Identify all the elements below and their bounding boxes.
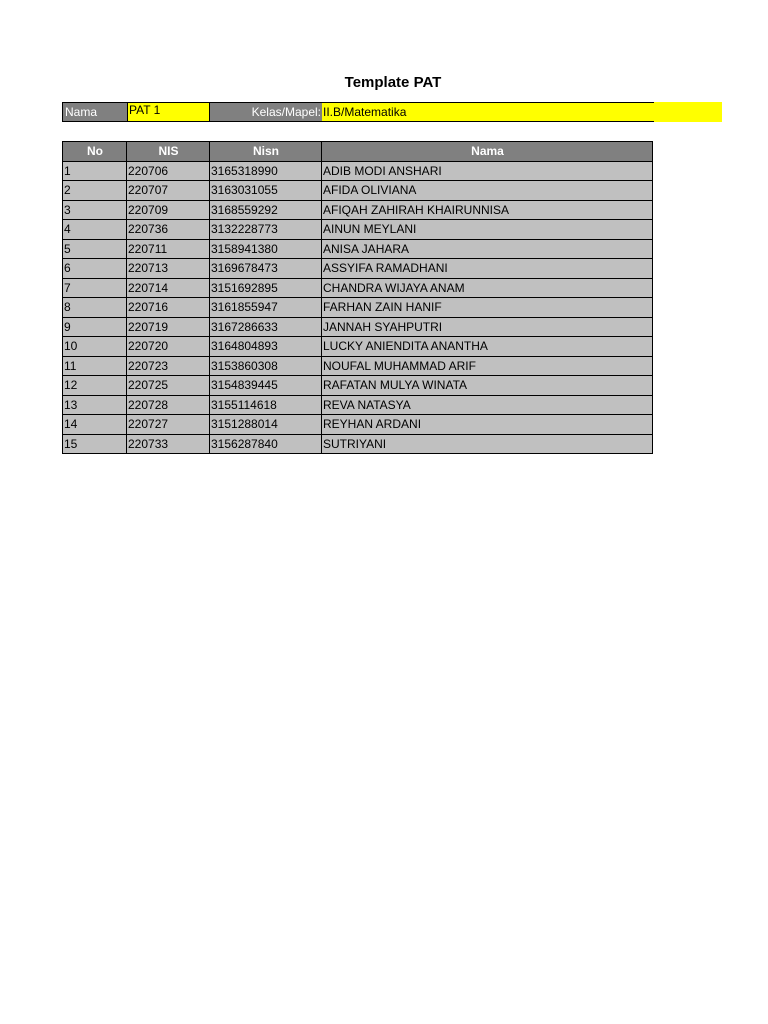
student-table	[62, 141, 653, 454]
table-row	[63, 239, 653, 259]
cell-nama[interactable]: ASSYIFA RAMADHANI	[322, 259, 653, 279]
cell-no[interactable]: 8	[63, 298, 127, 318]
cell-nis[interactable]: 220707	[127, 181, 210, 201]
cell-no[interactable]: 7	[63, 278, 127, 298]
cell-no[interactable]: 2	[63, 181, 127, 201]
nama-label: Nama	[62, 102, 127, 122]
cell-no[interactable]: 12	[63, 376, 127, 396]
cell-nama[interactable]: FARHAN ZAIN HANIF	[322, 298, 653, 318]
cell-nama[interactable]: AINUN MEYLANI	[322, 220, 653, 240]
cell-nis[interactable]: 220714	[127, 278, 210, 298]
cell-nama[interactable]: ADIB MODI ANSHARI	[322, 161, 653, 181]
page-title: Template PAT	[344, 74, 442, 91]
cell-nis[interactable]: 220713	[127, 259, 210, 279]
table-row	[63, 161, 653, 181]
cell-nama[interactable]: AFIQAH ZAHIRAH KHAIRUNNISA	[322, 200, 653, 220]
cell-nis[interactable]: 220711	[127, 239, 210, 259]
cell-nama[interactable]: SUTRIYANI	[322, 434, 653, 454]
cell-nisn[interactable]: 3151288014	[210, 415, 322, 435]
cell-nis[interactable]: 220720	[127, 337, 210, 357]
header-nisn: Nisn	[210, 142, 322, 162]
cell-nis[interactable]: 220736	[127, 220, 210, 240]
cell-no[interactable]: 11	[63, 356, 127, 376]
cell-no[interactable]: 14	[63, 415, 127, 435]
header-nis: NIS	[127, 142, 210, 162]
cell-nisn[interactable]: 3168559292	[210, 200, 322, 220]
cell-nisn[interactable]: 3154839445	[210, 376, 322, 396]
nama-value-cell[interactable]: PAT 1	[127, 102, 210, 122]
cell-nis[interactable]: 220719	[127, 317, 210, 337]
table-row	[63, 298, 653, 318]
cell-nis[interactable]: 220716	[127, 298, 210, 318]
cell-nama[interactable]: RAFATAN MULYA WINATA	[322, 376, 653, 396]
cell-nis[interactable]: 220709	[127, 200, 210, 220]
cell-no[interactable]: 15	[63, 434, 127, 454]
cell-nisn[interactable]: 3161855947	[210, 298, 322, 318]
cell-nis[interactable]: 220733	[127, 434, 210, 454]
info-row	[62, 102, 722, 122]
cell-nisn[interactable]: 3167286633	[210, 317, 322, 337]
table-row	[63, 181, 653, 201]
cell-nisn[interactable]: 3169678473	[210, 259, 322, 279]
cell-nama[interactable]: LUCKY ANIENDITA ANANTHA	[322, 337, 653, 357]
table-row	[63, 415, 653, 435]
cell-nisn[interactable]: 3165318990	[210, 161, 322, 181]
table-row	[63, 434, 653, 454]
cell-nisn[interactable]: 3151692895	[210, 278, 322, 298]
cell-no[interactable]: 6	[63, 259, 127, 279]
cell-nama[interactable]: REYHAN ARDANI	[322, 415, 653, 435]
cell-nama[interactable]: JANNAH SYAHPUTRI	[322, 317, 653, 337]
cell-nama[interactable]: CHANDRA WIJAYA ANAM	[322, 278, 653, 298]
table-row	[63, 337, 653, 357]
table-body	[63, 161, 653, 454]
cell-nisn[interactable]: 3164804893	[210, 337, 322, 357]
cell-no[interactable]: 4	[63, 220, 127, 240]
table-row	[63, 317, 653, 337]
cell-nisn[interactable]: 3163031055	[210, 181, 322, 201]
table-row	[63, 395, 653, 415]
cell-nisn[interactable]: 3132228773	[210, 220, 322, 240]
cell-nama[interactable]: ANISA JAHARA	[322, 239, 653, 259]
kelas-mapel-label: Kelas/Mapel:	[210, 102, 322, 122]
cell-nama[interactable]: REVA NATASYA	[322, 395, 653, 415]
header-no: No	[63, 142, 127, 162]
cell-nama[interactable]: AFIDA OLIVIANA	[322, 181, 653, 201]
cell-no[interactable]: 9	[63, 317, 127, 337]
table-row	[63, 356, 653, 376]
cell-no[interactable]: 5	[63, 239, 127, 259]
cell-nis[interactable]: 220728	[127, 395, 210, 415]
cell-nisn[interactable]: 3158941380	[210, 239, 322, 259]
cell-no[interactable]: 1	[63, 161, 127, 181]
cell-nisn[interactable]: 3155114618	[210, 395, 322, 415]
table-row	[63, 259, 653, 279]
cell-nisn[interactable]: 3156287840	[210, 434, 322, 454]
table-row	[63, 200, 653, 220]
cell-nama[interactable]: NOUFAL MUHAMMAD ARIF	[322, 356, 653, 376]
header-nama: Nama	[322, 142, 653, 162]
highlight-extension	[654, 102, 722, 122]
cell-nis[interactable]: 220725	[127, 376, 210, 396]
cell-nis[interactable]: 220723	[127, 356, 210, 376]
cell-no[interactable]: 13	[63, 395, 127, 415]
cell-no[interactable]: 3	[63, 200, 127, 220]
table-row	[63, 278, 653, 298]
cell-no[interactable]: 10	[63, 337, 127, 357]
cell-nis[interactable]: 220727	[127, 415, 210, 435]
cell-nisn[interactable]: 3153860308	[210, 356, 322, 376]
cell-nis[interactable]: 220706	[127, 161, 210, 181]
table-row	[63, 376, 653, 396]
table-row	[63, 220, 653, 240]
kelas-mapel-value-cell[interactable]: II.B/Matematika	[322, 102, 654, 122]
table-header-row	[63, 142, 653, 162]
